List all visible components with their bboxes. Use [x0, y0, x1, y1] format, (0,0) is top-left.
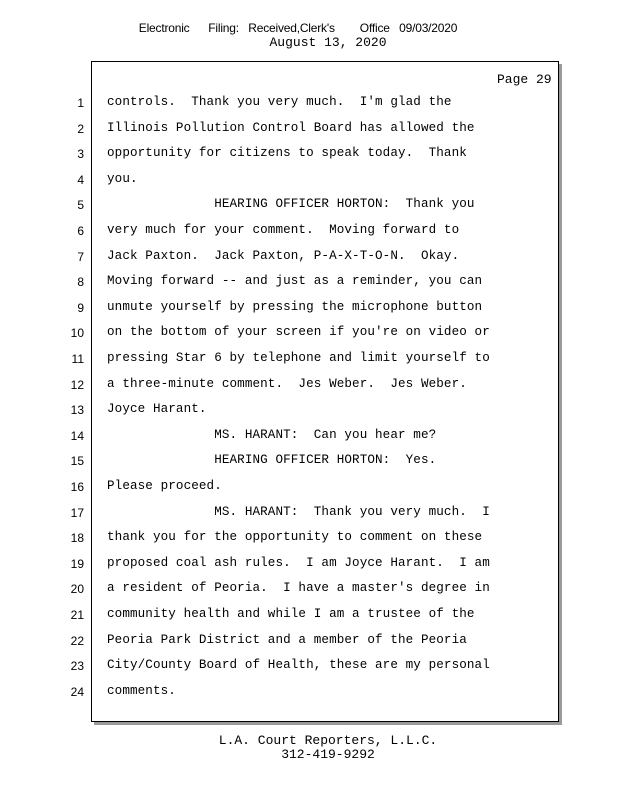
page-number: Page 29 — [497, 72, 552, 87]
line-number: 8 — [77, 275, 84, 289]
transcript-line: MS. HARANT: Thank you very much. I — [107, 505, 490, 519]
line-number: 16 — [70, 480, 84, 494]
line-number: 23 — [70, 659, 84, 673]
line-number: 11 — [71, 352, 84, 366]
line-number: 13 — [70, 403, 84, 417]
transcript-line: comments. — [107, 684, 176, 698]
line-number: 19 — [70, 557, 84, 571]
transcript-line: HEARING OFFICER HORTON: Thank you — [107, 197, 475, 211]
line-number: 3 — [77, 147, 84, 161]
transcript-line: a three-minute comment. Jes Weber. Jes Weber. — [107, 377, 467, 391]
transcript-page-frame — [91, 61, 559, 722]
transcript-line: thank you for the opportunity to comment on these — [107, 530, 483, 544]
transcript-line: pressing Star 6 by telephone and limit yourself to — [107, 351, 490, 365]
transcript-line: you. — [107, 172, 138, 186]
line-number: 5 — [77, 198, 84, 212]
line-number: 10 — [70, 326, 84, 340]
transcript-line: Please proceed. — [107, 479, 222, 493]
line-number: 2 — [77, 122, 84, 136]
line-number: 6 — [77, 224, 84, 238]
transcript-line: community health and while I am a trustee of the — [107, 607, 475, 621]
footer-phone: 312-419-9292 — [281, 747, 375, 762]
transcript-line: very much for your comment. Moving forward to — [107, 223, 460, 237]
line-number: 9 — [77, 301, 84, 315]
transcript-line: Peoria Park District and a member of the Peoria — [107, 633, 467, 647]
line-number: 18 — [70, 531, 84, 545]
footer-company: L.A. Court Reporters, L.L.C. — [218, 733, 438, 748]
transcript-line: proposed coal ash rules. I am Joyce Harant. I am — [107, 556, 490, 570]
line-number: 4 — [77, 173, 84, 187]
transcript-line: unmute yourself by pressing the microphone button — [107, 300, 483, 314]
line-number: 22 — [70, 634, 84, 648]
transcript-line: on the bottom of your screen if you're on video or — [107, 325, 490, 339]
line-number: 12 — [70, 378, 84, 392]
transcript-line: controls. Thank you very much. I'm glad the — [107, 95, 452, 109]
line-number: 14 — [70, 429, 84, 443]
transcript-line: opportunity for citizens to speak today. Thank — [107, 146, 467, 160]
line-number: 15 — [70, 454, 84, 468]
transcript-line: MS. HARANT: Can you hear me? — [107, 428, 437, 442]
filing-stamp: Electronic Filing: Received,Clerk's Office 09/03/2020 — [138, 21, 458, 35]
transcript-line: Joyce Harant. — [107, 402, 207, 416]
transcript-line: Jack Paxton. Jack Paxton, P-A-X-T-O-N. Okay. — [107, 249, 460, 263]
line-number: 1 — [77, 96, 84, 110]
transcript-line: Moving forward -- and just as a reminder, you can — [107, 274, 483, 288]
transcript-line: a resident of Peoria. I have a master's degree in — [107, 581, 490, 595]
line-number: 20 — [70, 582, 84, 596]
transcript-line: Illinois Pollution Control Board has allowed the — [107, 121, 475, 135]
line-number: 7 — [77, 250, 84, 264]
line-number: 17 — [70, 506, 84, 520]
line-number: 24 — [70, 685, 84, 699]
transcript-date: August 13, 2020 — [269, 35, 387, 50]
transcript-line: HEARING OFFICER HORTON: Yes. — [107, 453, 437, 467]
transcript-line: City/County Board of Health, these are my personal — [107, 658, 490, 672]
line-number: 21 — [70, 608, 84, 622]
